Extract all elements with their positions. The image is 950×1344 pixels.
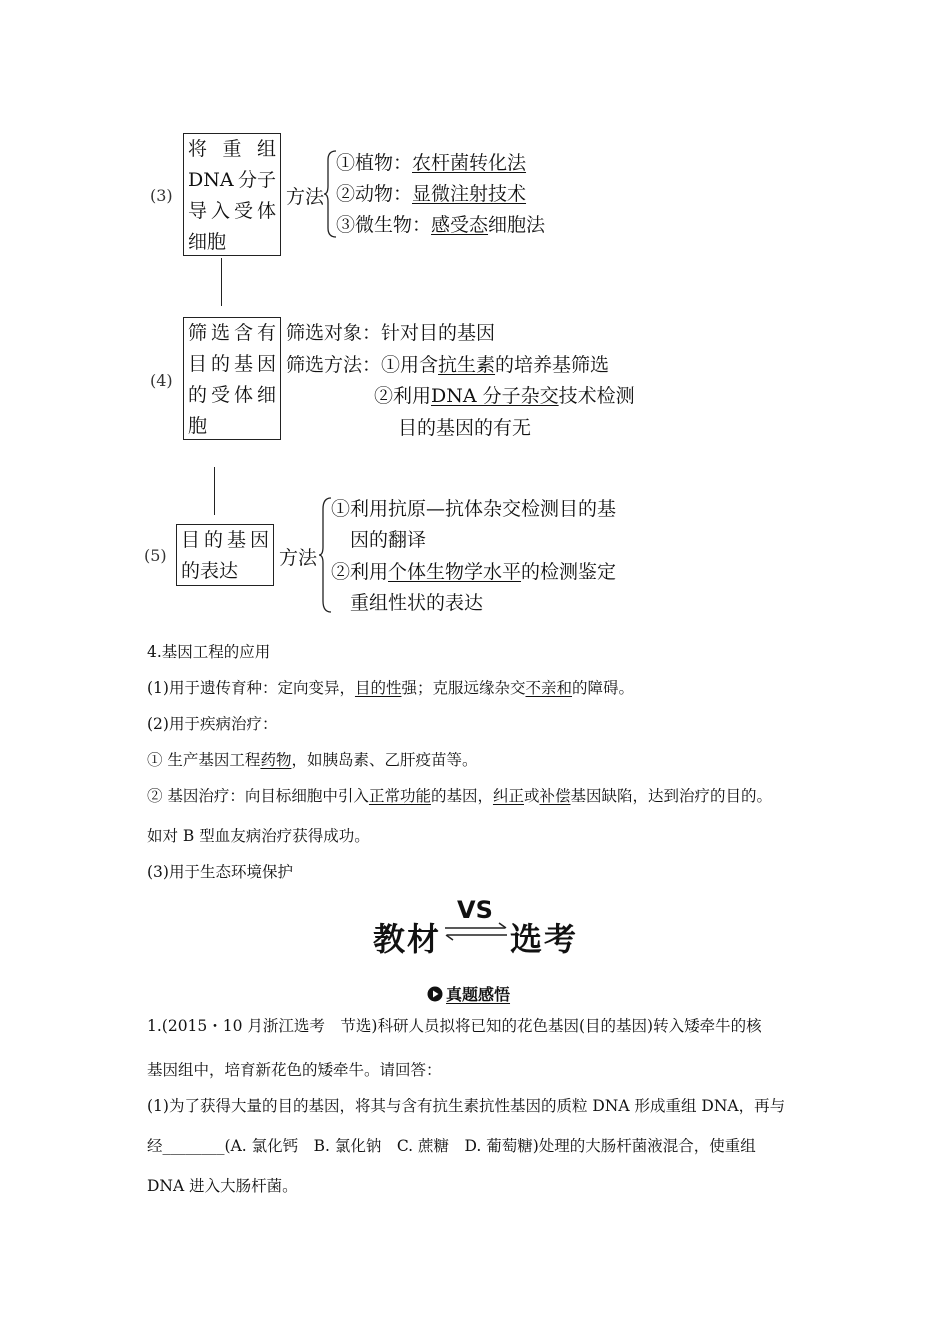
section4-p2: (2)用于疾病治疗：	[147, 715, 278, 733]
step3-item-animal: ②动物：显微注射技术	[336, 183, 527, 205]
step3-box-row-2: DNA 分子	[188, 169, 276, 191]
play-circle-icon	[427, 986, 443, 1002]
section-title	[427, 982, 510, 1005]
step3-box	[183, 133, 281, 256]
step4-method-2: ②利用DNA 分子杂交技术检测	[374, 385, 635, 407]
question-line-4: 经________(A. 氯化钙 B. 氯化钠 C. 蔗糖 D. 葡萄糖)处理的大肠杆菌液混合，使重组	[147, 1137, 756, 1155]
step5-line-1: ①利用抗原—抗体杂交检测目的基	[331, 498, 617, 520]
step3-brace	[323, 150, 337, 238]
banner-left-text: 教材	[373, 920, 442, 958]
answer-blank[interactable]: ________	[162, 1137, 225, 1155]
section4-p6: (3)用于生态环境保护	[147, 863, 293, 881]
step5-brace	[318, 497, 332, 613]
section4-title: 4.基因工程的应用	[147, 643, 271, 661]
question-line-1: 1.(2015・10 月浙江选考 节选)科研人员拟将已知的花色基因(目的基因)转入矮牵牛的核	[147, 1017, 762, 1035]
step5-box-row-2: 的表达	[181, 560, 239, 582]
step5-line-3: ②利用个体生物学水平的检测鉴定	[331, 561, 617, 583]
section4-p5: 如对 B 型血友病治疗获得成功。	[147, 827, 370, 845]
question-line-2: 基因组中，培育新花色的矮牵牛。请回答：	[147, 1061, 442, 1079]
step5-method-label: 方法	[279, 547, 318, 569]
section4-p4: ② 基因治疗：向目标细胞中引入正常功能的基因，纠正或补偿基因缺陷，达到治疗的目的。	[147, 787, 773, 805]
step3-box-row-1: 将 重 组	[188, 138, 276, 160]
banner-vs-text: VS	[457, 896, 493, 924]
connector-4-5	[214, 467, 215, 515]
step4-box-row-1: 筛 选 含 有	[188, 322, 276, 344]
step4-box-row-2: 目 的 基 因	[188, 353, 276, 375]
question-line-5: DNA 进入大肠杆菌。	[147, 1177, 298, 1195]
section4-p1: (1)用于遗传育种：定向变异，目的性强；克服远缘杂交不亲和的障碍。	[147, 679, 635, 697]
connector-3-4	[221, 258, 222, 306]
step4-target: 筛选对象：针对目的基因	[286, 322, 496, 344]
step5-line-2: 因的翻译	[350, 529, 427, 551]
step3-number: (3)	[150, 186, 173, 205]
step3-item-microbe: ③微生物：感受态细胞法	[336, 214, 546, 236]
banner-arrows-icon	[443, 922, 509, 942]
step4-method-1: 筛选方法：①用含抗生素的培养基筛选	[286, 354, 610, 376]
step4-method-2-cont: 目的基因的有无	[398, 417, 532, 439]
step4-box-row-3: 的 受 体 细	[188, 384, 276, 406]
step3-item-plant: ①植物：农杆菌转化法	[336, 152, 527, 174]
step5-line-4: 重组性状的表达	[350, 592, 484, 614]
section4-p3: ① 生产基因工程药物，如胰岛素、乙肝疫苗等。	[147, 751, 478, 769]
step3-box-row-3: 导 入 受 体	[188, 200, 276, 222]
step4-number: (4)	[150, 371, 173, 390]
step5-box-row-1: 目 的 基 因	[181, 529, 269, 551]
step3-method-label: 方法	[286, 186, 325, 208]
section-title-text: 真题感悟	[446, 985, 511, 1004]
banner-right-text: 选考	[510, 920, 579, 958]
step5-number: (5)	[144, 546, 167, 565]
question-line-3: (1)为了获得大量的目的基因，将其与含有抗生素抗性基因的质粒 DNA 形成重组 DNA，再与	[147, 1097, 786, 1115]
step5-box	[176, 524, 274, 586]
step3-box-row-4: 细胞	[188, 231, 227, 253]
step4-box-row-4: 胞	[188, 415, 208, 437]
step4-box	[183, 317, 281, 440]
